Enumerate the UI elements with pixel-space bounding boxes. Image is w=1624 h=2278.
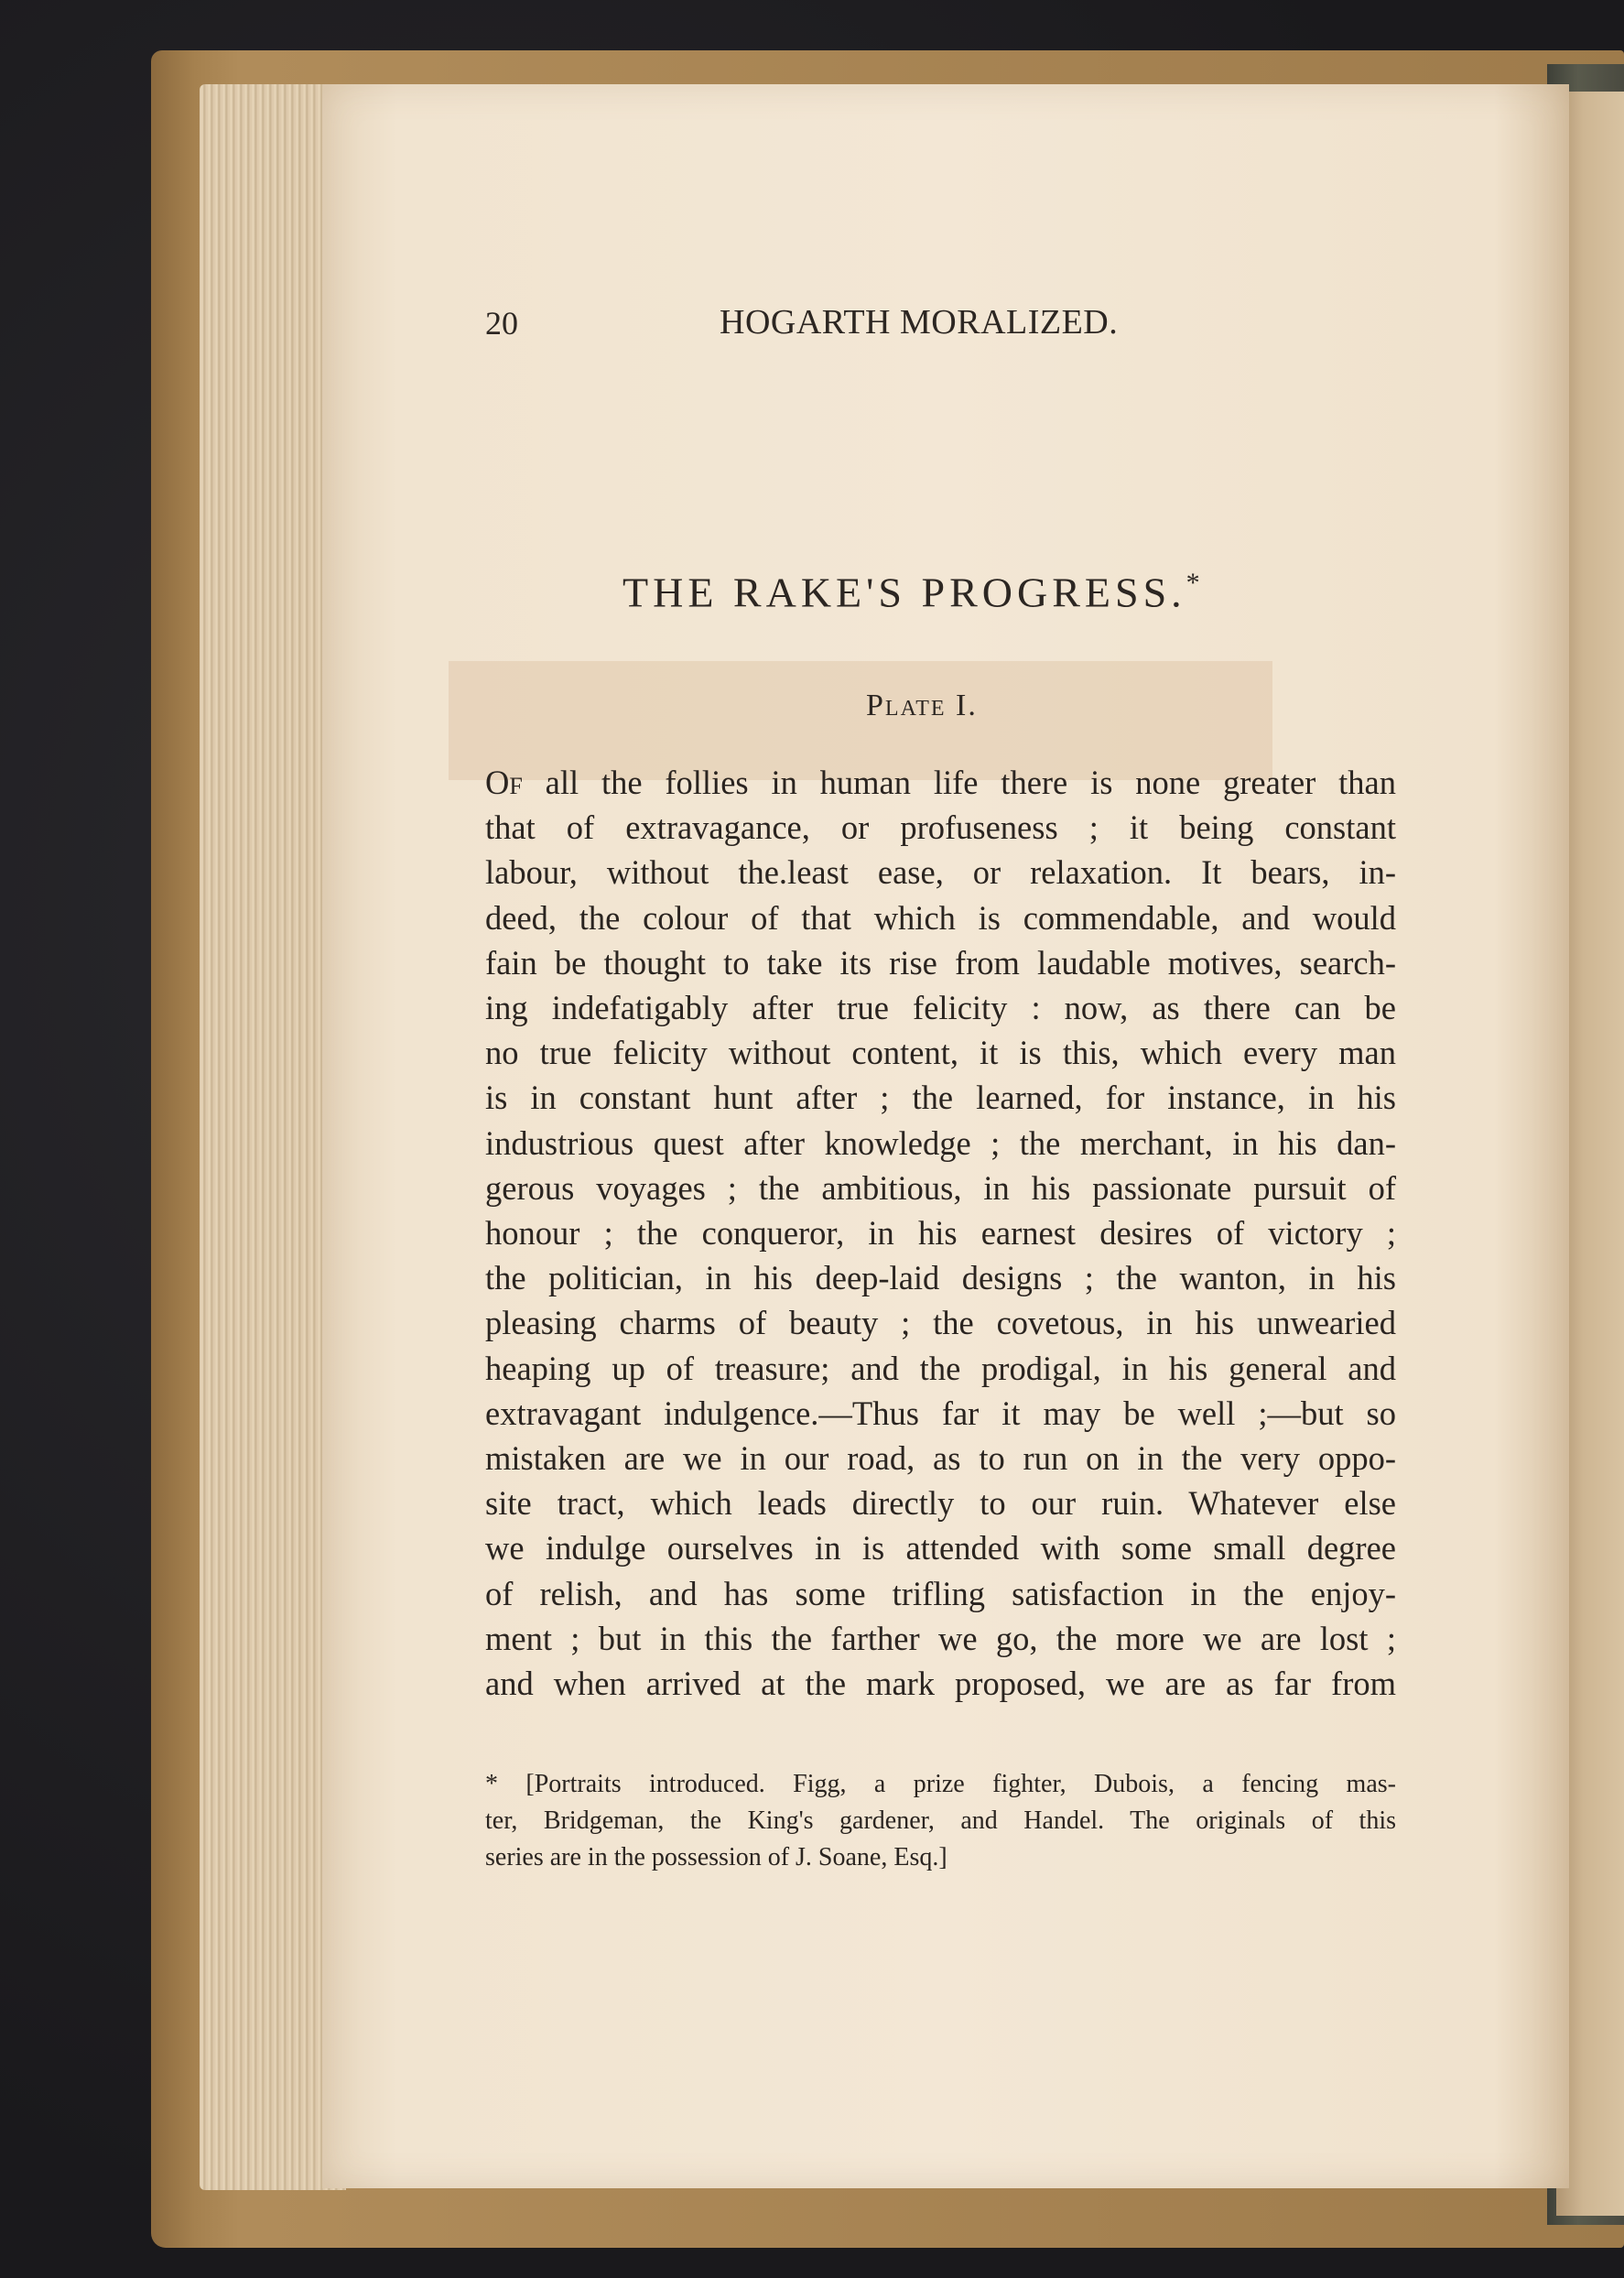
body-text-line: fain be thought to take its rise from laudable motives, search- <box>485 943 1396 982</box>
body-text-line: gerous voyages ; the ambitious, in his passionate pursuit of <box>485 1168 1396 1207</box>
footnote-marker: * <box>1186 568 1200 598</box>
body-text-line: mistaken are we in our road, as to run on in the very oppo- <box>485 1439 1396 1477</box>
body-text-line: extravagant indulgence.—Thus far it may be well ;—but so <box>485 1394 1396 1432</box>
body-text-line: ing indefatigably after true felicity : now, as there can be <box>485 989 1396 1026</box>
footnote-line: ter, Bridgeman, the King's gardener, and Handel. The originals of this <box>485 1806 1396 1835</box>
footnote-line: * [Portraits introduced. Figg, a prize fighter, Dubois, a fencing mas- <box>485 1770 1396 1798</box>
footnote-line: series are in the possession of J. Soane, Esq.] <box>485 1843 947 1871</box>
body-text-line: that of extravagance, or profuseness ; it being constant <box>485 808 1396 847</box>
running-head: HOGARTH MORALIZED. <box>720 303 1119 342</box>
body-text-line: we indulge ourselves in is attended with some small degree <box>485 1529 1396 1567</box>
body-text-line: heaping up of treasure; and the prodigal, in his general and <box>485 1349 1396 1387</box>
body-text-line: the politician, in his deep-laid designs ; the wanton, in his <box>485 1259 1396 1297</box>
page-number: 20 <box>485 305 518 342</box>
body-text-line: of relish, and has some trifling satisfaction in the enjoy- <box>485 1574 1396 1612</box>
body-text-line: no true felicity without content, it is this, which every man <box>485 1034 1396 1072</box>
body-text-line: labour, without the.least ease, or relaxation. It bears, in- <box>485 853 1396 892</box>
body-text-line: honour ; the conqueror, in his earnest desires of victory ; <box>485 1214 1396 1252</box>
body-text-line: ment ; but in this the farther we go, the more we are lost ; <box>485 1619 1396 1657</box>
body-text-line: site tract, which leads directly to our ruin. Whatever else <box>485 1484 1396 1523</box>
body-text-line: Of all the follies in human life there is none greater than <box>485 764 1396 801</box>
chapter-title <box>623 568 1200 616</box>
chapter-title-text: THE RAKE'S PROGRESS. <box>623 569 1186 616</box>
initial-word: Of <box>485 764 523 801</box>
body-text-line: deed, the colour of that which is commendable, and would <box>485 898 1396 937</box>
plate-heading: Plate I. <box>866 689 978 722</box>
body-text-line: pleasing charms of beauty ; the covetous, in his unwearied <box>485 1304 1396 1342</box>
body-text-line: and when arrived at the mark proposed, we are as far from <box>485 1665 1396 1702</box>
body-text-line: is in constant hunt after ; the learned, for instance, in his <box>485 1079 1396 1117</box>
body-text-line: industrious quest after knowledge ; the merchant, in his dan- <box>485 1123 1396 1162</box>
